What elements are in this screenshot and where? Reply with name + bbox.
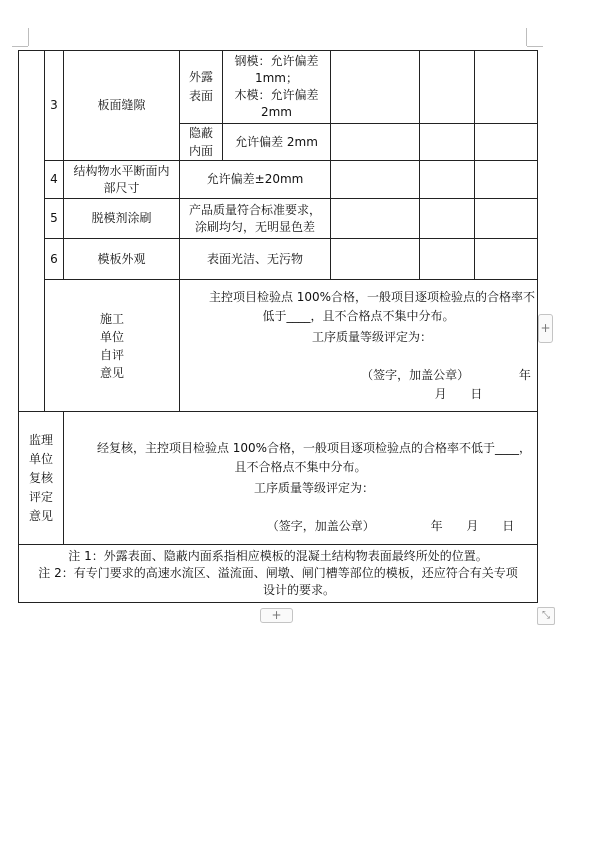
jianli-day: 日 bbox=[502, 518, 515, 533]
row-3-number[interactable]: 3 bbox=[45, 51, 64, 161]
table-row-jianli bbox=[19, 412, 538, 545]
row-4-number[interactable]: 4 bbox=[45, 161, 64, 199]
note-1: 注 1：外露表面、隐蔽内面系指相应模板的混凝土结构物表面最终所处的位置。 bbox=[68, 549, 488, 563]
row-5-cell-6[interactable] bbox=[331, 199, 420, 239]
row-5-cell-8[interactable] bbox=[475, 199, 538, 239]
corner-mark-top-right-v bbox=[526, 28, 527, 46]
jianli-label-cell[interactable] bbox=[19, 412, 64, 545]
shigong-label: 施工单位自评意见 bbox=[99, 311, 124, 380]
row-5-number[interactable]: 5 bbox=[45, 199, 64, 239]
table-row-3a bbox=[19, 51, 538, 124]
corner-mark-top-left-h bbox=[12, 46, 28, 47]
jianli-month: 月 bbox=[466, 518, 479, 533]
row-3-sub1-line1: 钢模：允许偏差 bbox=[234, 54, 319, 68]
jianli-label: 监理单位复核评定意见 bbox=[28, 432, 53, 523]
row-4-cell-7[interactable] bbox=[420, 161, 475, 199]
shigong-label-cell[interactable] bbox=[45, 280, 180, 412]
row-6-cell-8[interactable] bbox=[475, 239, 538, 280]
row-3-sub1-line2: 1mm； bbox=[254, 71, 298, 85]
row-4-item-text: 结构物水平断面内部尺寸 bbox=[73, 163, 170, 195]
shigong-day: 日 bbox=[470, 386, 483, 401]
corner-mark-top-left-v bbox=[28, 28, 29, 46]
row-4-cell-8[interactable] bbox=[475, 161, 538, 199]
row-3a-cell-8[interactable] bbox=[475, 51, 538, 124]
jianli-opinion-cell[interactable] bbox=[64, 412, 538, 545]
table-row-notes bbox=[19, 545, 538, 603]
row-3-sub1-line4: 2mm bbox=[260, 105, 292, 119]
row-5-item[interactable]: 脱模剂涂刷 bbox=[64, 199, 180, 239]
row-3-sub2-label[interactable] bbox=[180, 124, 223, 161]
jianli-para1: 经复核，主控项目检验点 100%合格，一般项目逐项检验点的合格率不低于____，且不合格点不集中分布。 bbox=[96, 440, 532, 474]
table-row-4 bbox=[19, 161, 538, 199]
jianli-year: 年 bbox=[430, 518, 443, 533]
row-5-value-line1: 产品质量符合标准要求， bbox=[188, 202, 321, 217]
row-6-cell-6[interactable] bbox=[331, 239, 420, 280]
row-4-value[interactable]: 允许偏差±20mm bbox=[180, 161, 331, 199]
row-3b-cell-6[interactable] bbox=[331, 124, 420, 161]
row-6-item[interactable]: 模板外观 bbox=[64, 239, 180, 280]
shigong-signature-line bbox=[180, 366, 537, 404]
row-3a-cell-6[interactable] bbox=[331, 51, 420, 124]
shigong-month: 月 bbox=[434, 386, 447, 401]
row-3-item[interactable]: 板面缝隙 bbox=[64, 51, 180, 161]
row-6-value[interactable]: 表面光洁、无污物 bbox=[180, 239, 331, 280]
table-row-6 bbox=[19, 239, 538, 280]
row-3a-cell-7[interactable] bbox=[420, 51, 475, 124]
table-resize-handle[interactable]: ⤡ bbox=[537, 607, 555, 625]
row-3-sub1-value[interactable] bbox=[223, 51, 331, 124]
row-3-sub1-label-text: 外露表面 bbox=[188, 70, 213, 103]
note-2-continued: 设计的要求。 bbox=[262, 583, 335, 597]
row-3-sub1-label[interactable] bbox=[180, 51, 223, 124]
inspection-table bbox=[18, 50, 538, 603]
shigong-opinion-cell[interactable] bbox=[180, 280, 538, 412]
row-3-sub2-label-text: 隐蔽内面 bbox=[188, 126, 213, 158]
jianli-signature-line bbox=[64, 517, 537, 536]
row-5-cell-7[interactable] bbox=[420, 199, 475, 239]
row-3-sub2-value[interactable]: 允许偏差 2mm bbox=[223, 124, 331, 161]
add-column-button[interactable]: + bbox=[538, 314, 553, 343]
add-row-button[interactable]: + bbox=[260, 608, 293, 623]
table-row-5 bbox=[19, 199, 538, 239]
jianli-sign-text: （签字，加盖公章） bbox=[266, 518, 375, 533]
category-merged-cell[interactable] bbox=[19, 51, 45, 412]
row-4-cell-6[interactable] bbox=[331, 161, 420, 199]
row-6-number[interactable]: 6 bbox=[45, 239, 64, 280]
shigong-para2: 工序质量等级评定为： bbox=[311, 329, 432, 344]
row-5-value[interactable] bbox=[180, 199, 331, 239]
notes-cell[interactable] bbox=[19, 545, 538, 603]
shigong-year: 年 bbox=[518, 367, 531, 382]
shigong-para1: 主控项目检验点 100%合格，一般项目逐项检验点的合格率不低于____，且不合格点不集中分布。 bbox=[208, 289, 536, 323]
row-3b-cell-8[interactable] bbox=[475, 124, 538, 161]
row-4-item[interactable] bbox=[64, 161, 180, 199]
corner-mark-top-right-h bbox=[527, 46, 543, 47]
shigong-sign-text: （签字，加盖公章） bbox=[361, 367, 470, 382]
table-row-shigong bbox=[19, 280, 538, 412]
row-3b-cell-7[interactable] bbox=[420, 124, 475, 161]
row-5-value-line2: 涂刷均匀，无明显色差 bbox=[194, 219, 315, 234]
row-6-cell-7[interactable] bbox=[420, 239, 475, 280]
note-2: 注 2：有专门要求的高速水流区、溢流面、闸墩、闸门槽等部位的模板，还应符合有关专项 bbox=[38, 566, 518, 580]
row-3-sub1-line3: 木模：允许偏差 bbox=[234, 88, 319, 102]
jianli-para2: 工序质量等级评定为： bbox=[253, 480, 374, 495]
